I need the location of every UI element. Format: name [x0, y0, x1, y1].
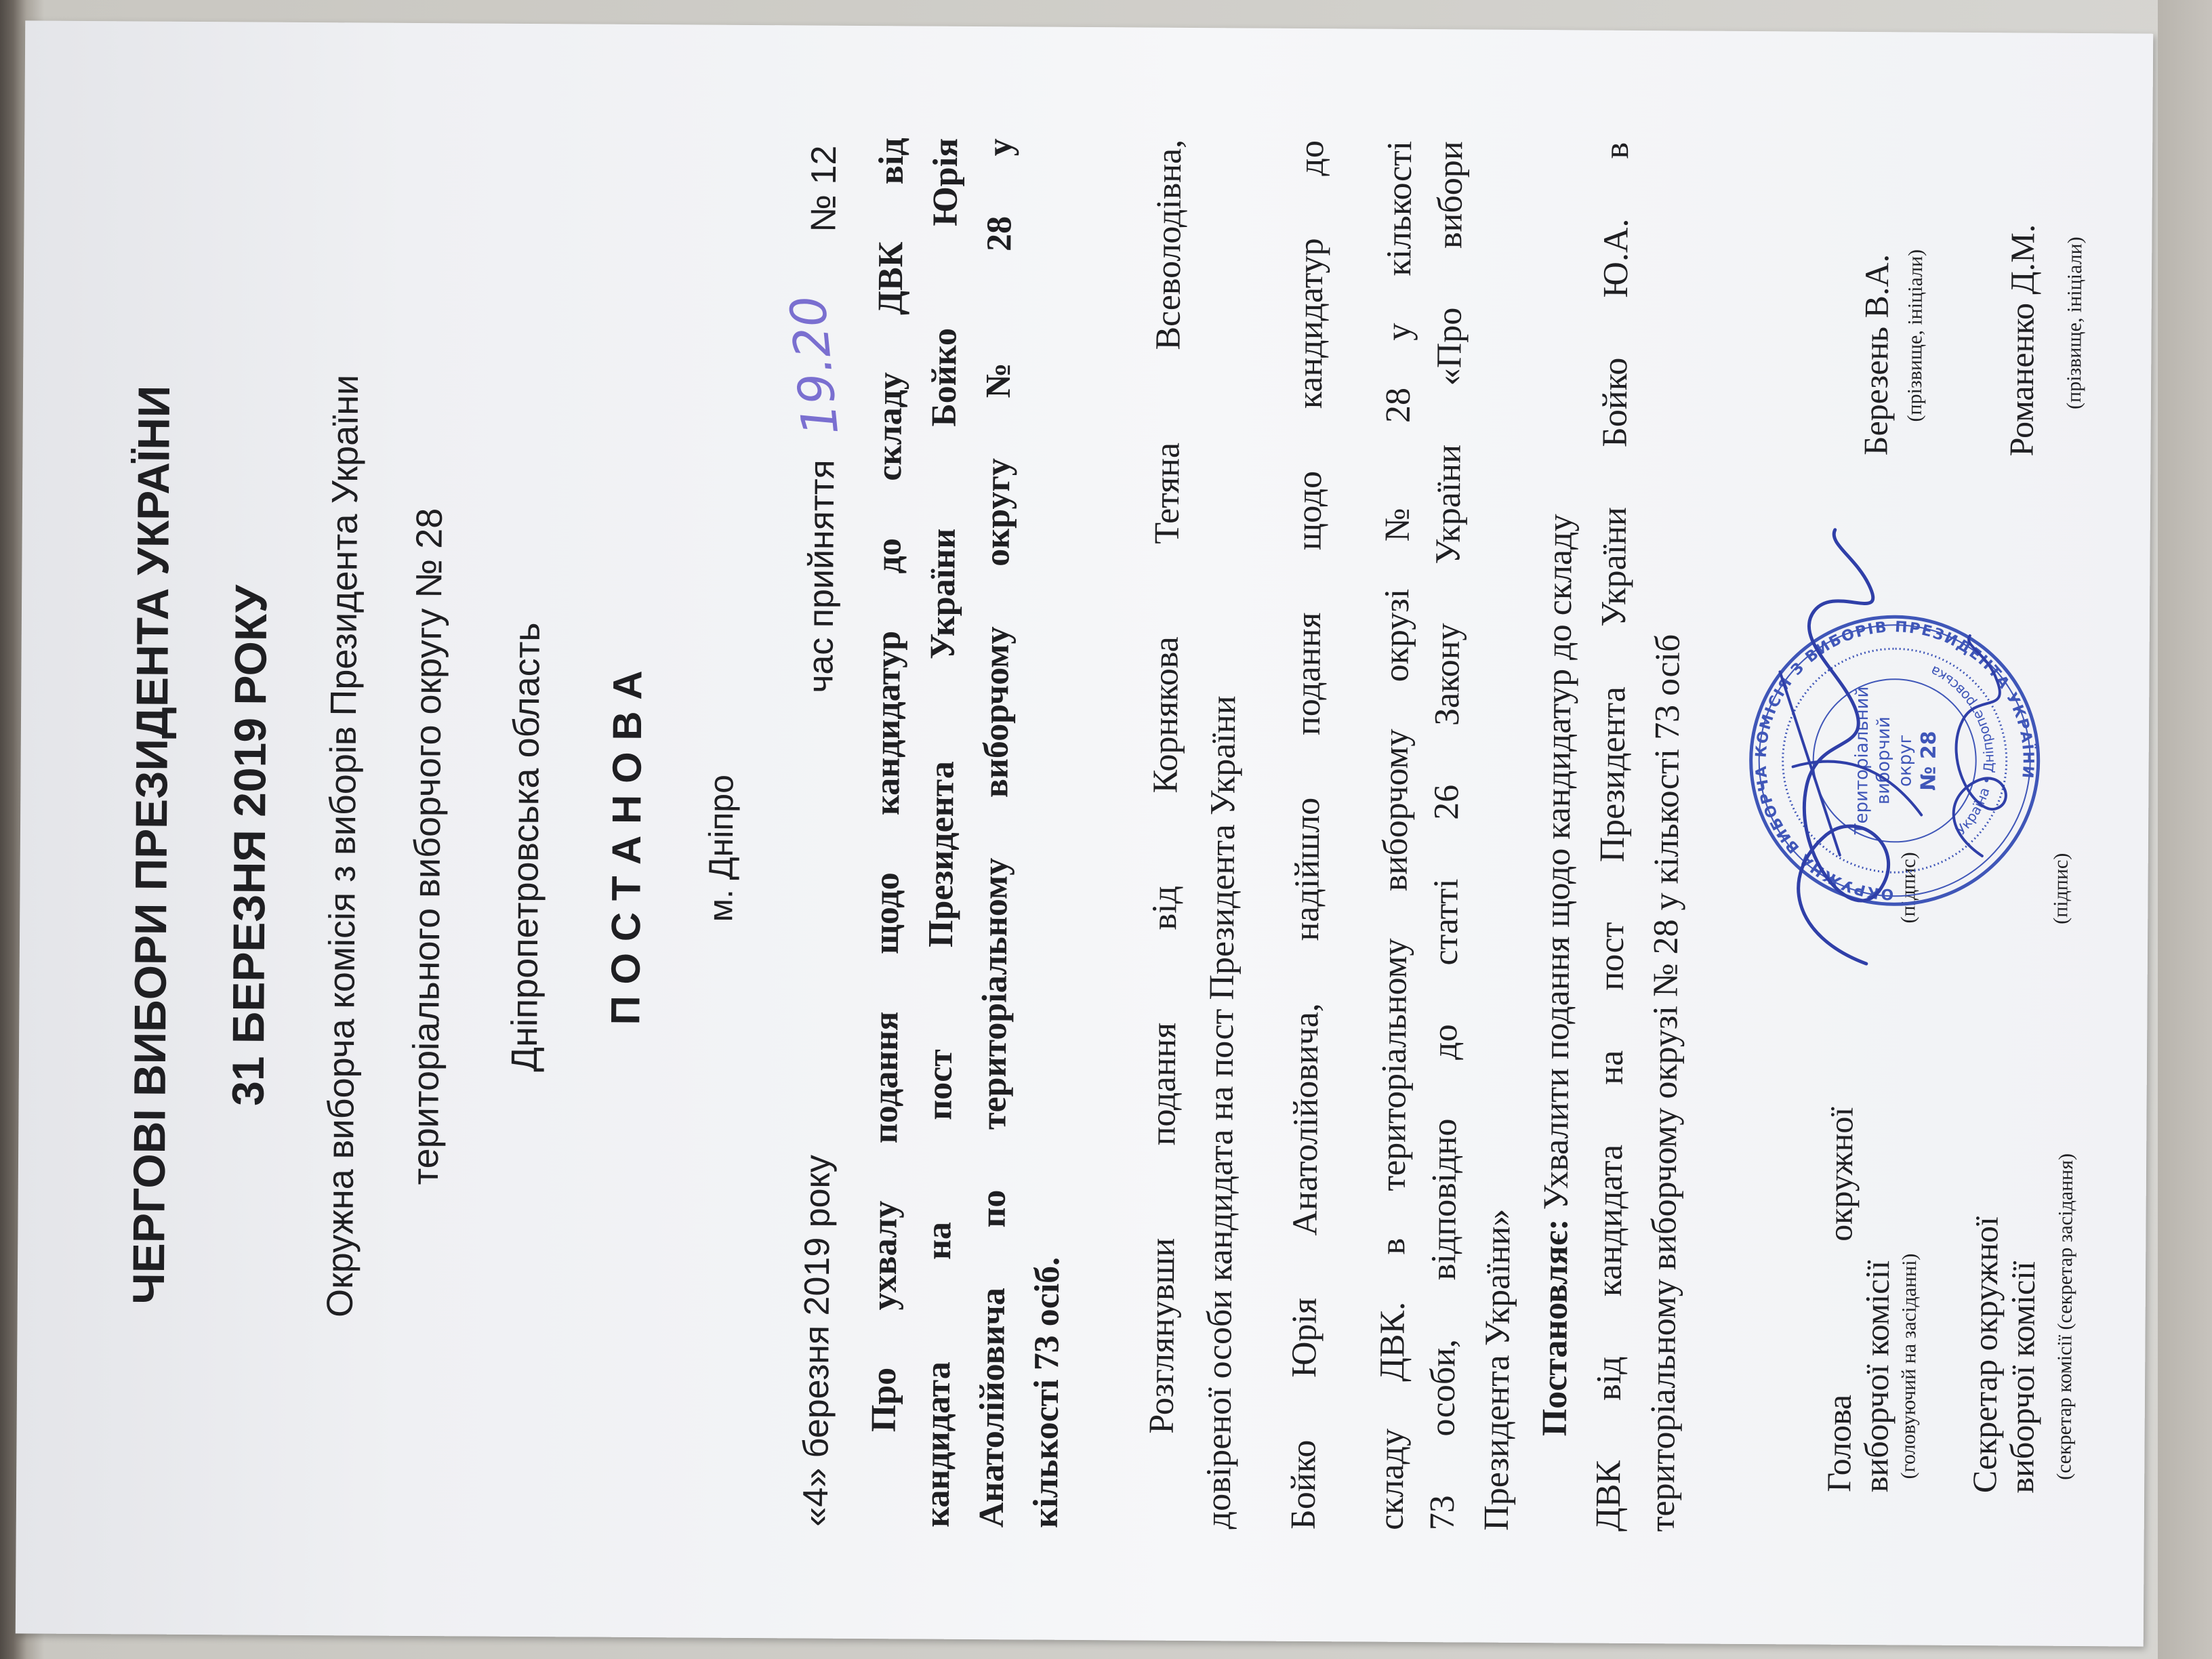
secretary-label-line-1: Секретар окружної: [1965, 1216, 2005, 1494]
stamp-inner-4: № 28: [1917, 731, 1941, 791]
resolution-text: Ухвалити подання щодо кандидатур до складу: [1536, 514, 1580, 1210]
secretary-label-note: (секретар комісії (секретар засідання): [2053, 1153, 2078, 1480]
election-date: 31 БЕРЕЗНЯ 2019 РОКУ: [222, 584, 276, 1107]
head-label-line-2: виборчої комісії: [1857, 1260, 1897, 1493]
stamp-inner-3: округ: [1895, 734, 1916, 787]
decision-title-line-4: кількості 73 осіб.: [1026, 1256, 1067, 1528]
body-line-4: складу ДВК. в територіальному виборчому окрузі № 28 у кількості: [1372, 140, 1420, 1530]
secretary-name: Романенко Д.М.: [2002, 224, 2042, 457]
district-name: територіального виборчого округу № 28: [405, 508, 450, 1185]
decision-title-line-1: Про ухвалу подання щодо кандидатур до складу ДВК від: [864, 138, 912, 1433]
secretary-name-note: (прізвище, ініціали): [2062, 237, 2087, 410]
head-name-note: (прізвище, ініціали): [1903, 249, 1927, 422]
region-name: Дніпропетровська область: [504, 622, 548, 1072]
body-line-2: довіреної особи кандидата на пост Президента України: [1199, 695, 1244, 1530]
decision-date: «4» березня 2019 року: [796, 1154, 838, 1527]
document-type: П О С Т А Н О В А: [602, 670, 651, 1025]
resolution-line-2: ДВК від кандидата на пост Президента України Бойко Ю.А. в: [1589, 142, 1637, 1532]
city: м. Дніпро: [701, 774, 741, 922]
election-title: ЧЕРГОВІ ВИБОРИ ПРЕЗИДЕНТА УКРАЇНИ: [123, 385, 180, 1305]
body-line-5: 73 особи, відповідно до статті 26 Закону України «Про вибори: [1422, 141, 1471, 1531]
time-label: час прийняття: [801, 459, 842, 693]
body-line-6: Президента України»: [1477, 1208, 1518, 1531]
stamp-bottom-text: Україна • Дніпропетровська: [1927, 662, 1997, 838]
handwritten-time: 19.20: [779, 293, 850, 438]
decision-number: № 12: [804, 145, 844, 232]
commission-name: Окружна виборча комісія з виборів Президента України: [319, 374, 367, 1318]
stamp-inner-1: Територіальний: [1851, 686, 1873, 835]
head-name: Березень В.А.: [1856, 253, 1896, 456]
document-content: [94, 99, 2122, 1602]
head-label-word: Голова: [1820, 1394, 1858, 1492]
secretary-label-line-2: виборчої комісії: [2003, 1261, 2043, 1494]
resolution-line-1: [1535, 514, 1580, 1436]
head-sign-note: (підпис): [1897, 852, 1920, 924]
body-line-1: Розглянувши подання від Корнякова Тетяна Всеволодівна,: [1142, 139, 1189, 1434]
stamp-outer-text: ОКРУЖНА ВИБОРЧА КОМІСІЯ З ВИБОРІВ ПРЕЗИДЕНТА УКРАЇНИ: [1753, 619, 2036, 903]
decision-title-line-2: кандидата на пост Президента України Бойко Юрія: [918, 138, 966, 1528]
stamp-inner-2: виборчий: [1873, 716, 1895, 805]
head-label-word-2: окружної: [1821, 1107, 1860, 1242]
decision-title-line-3: Анатолійовича по територіальному виборчому округу № 28 у: [972, 138, 1020, 1528]
document-sheet: [16, 20, 2153, 1646]
table-surface: [2158, 0, 2212, 1659]
secretary-sign-note: (підпис): [2049, 853, 2072, 924]
head-label-note: (головуючий на засіданні): [1897, 1253, 1921, 1479]
body-line-3: Бойко Юрія Анатолійовича, надійшло подання щодо кандидатур до: [1284, 140, 1332, 1530]
resolution-line-3: територіальному виборчому окрузі № 28 у кількості 73 осіб: [1643, 634, 1687, 1532]
resolution-label: Постановляє:: [1535, 1218, 1576, 1437]
secretary-signature: [1921, 626, 2031, 870]
